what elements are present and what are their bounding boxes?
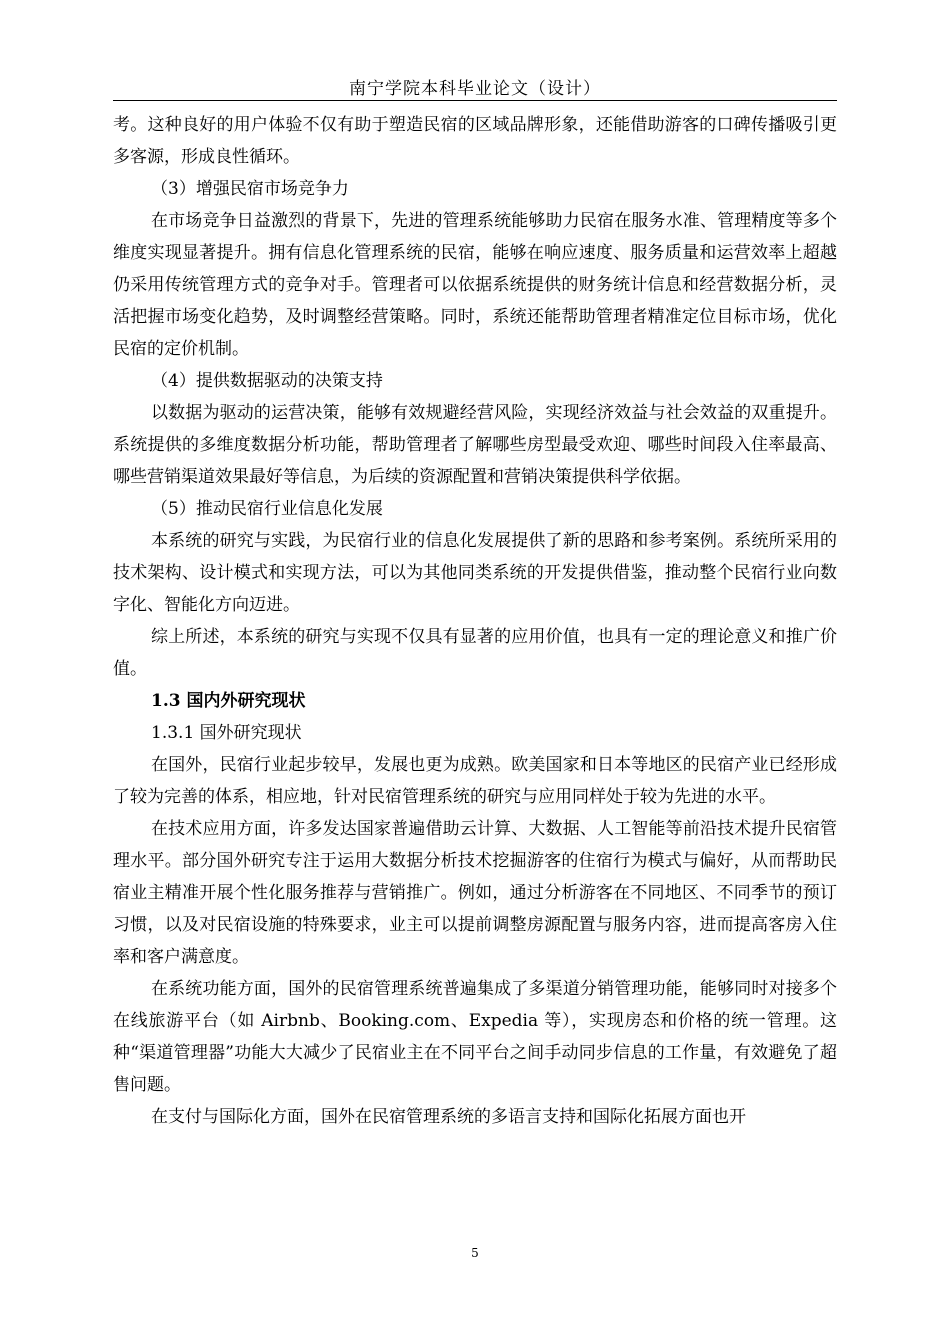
list-heading-5: （5）推动民宿行业信息化发展	[151, 499, 383, 519]
paragraph: 以数据为驱动的运营决策，能够有效规避经营风险，实现经济效益与社会效益的双重提升。系统提供的多维度数据分析功能，帮助管理者了解哪些房型最受欢迎、哪些时间段入住率最高、哪些营销渠道效果最好等信息，为后续的资源配置和营销决策提供科学依据。	[113, 403, 837, 487]
list-heading-3: （3）增强民宿市场竞争力	[151, 179, 349, 199]
paragraph: 在技术应用方面，许多发达国家普遍借助云计算、大数据、人工智能等前沿技术提升民宿管理水平。部分国外研究专注于运用大数据分析技术挖掘游客的住宿行为模式与偏好，从而帮助民宿业主精准开展个性化服务推荐与营销推广。例如，通过分析游客在不同地区、不同季节的预订习惯，以及对民宿设施的特殊要求，业主可以提前调整房源配置与服务内容，进而提高客房入住率和客户满意度。	[113, 819, 837, 967]
paragraph: 本系统的研究与实践，为民宿行业的信息化发展提供了新的思路和参考案例。系统所采用的技术架构、设计模式和实现方法，可以为其他同类系统的开发提供借鉴，推动整个民宿行业向数字化、智能化方向迈进。	[113, 531, 837, 615]
subsection-heading: 1.3.1 国外研究现状	[151, 723, 302, 743]
page-header-title: 南宁学院本科毕业论文（设计）	[349, 79, 601, 99]
paragraph: 在系统功能方面，国外的民宿管理系统普遍集成了多渠道分销管理功能，能够同时对接多个在线旅游平台（如 Airbnb、Booking.com、Expedia 等），实现房态和价格的统一管理。这种“渠道管理器”功能大大减少了民宿业主在不同平台之间手动同步信息的工作量，有效避免了超售问题。	[113, 979, 837, 1095]
list-heading-4: （4）提供数据驱动的决策支持	[151, 371, 383, 391]
paragraph: 在国外，民宿行业起步较早，发展也更为成熟。欧美国家和日本等地区的民宿产业已经形成了较为完善的体系，相应地，针对民宿管理系统的研究与应用同样处于较为先进的水平。	[113, 755, 837, 807]
paragraph: 在市场竞争日益激烈的背景下，先进的管理系统能够助力民宿在服务水准、管理精度等多个维度实现显著提升。拥有信息化管理系统的民宿，能够在响应速度、服务质量和运营效率上超越仍采用传统管理方式的竞争对手。管理者可以依据系统提供的财务统计信息和经营数据分析，灵活把握市场变化趋势，及时调整经营策略。同时，系统还能帮助管理者精准定位目标市场，优化民宿的定价机制。	[113, 211, 837, 359]
paragraph: 综上所述，本系统的研究与实现不仅具有显著的应用价值，也具有一定的理论意义和推广价值。	[113, 627, 837, 679]
header-rule	[113, 100, 837, 101]
paragraph-continued: 考。这种良好的用户体验不仅有助于塑造民宿的区域品牌形象，还能借助游客的口碑传播吸引更多客源，形成良性循环。	[113, 115, 837, 167]
section-heading: 1.3 国内外研究现状	[151, 691, 306, 711]
paragraph: 在支付与国际化方面，国外在民宿管理系统的多语言支持和国际化拓展方面也开	[151, 1107, 746, 1127]
page-number: 5	[471, 1246, 479, 1260]
body-content	[113, 109, 837, 1133]
